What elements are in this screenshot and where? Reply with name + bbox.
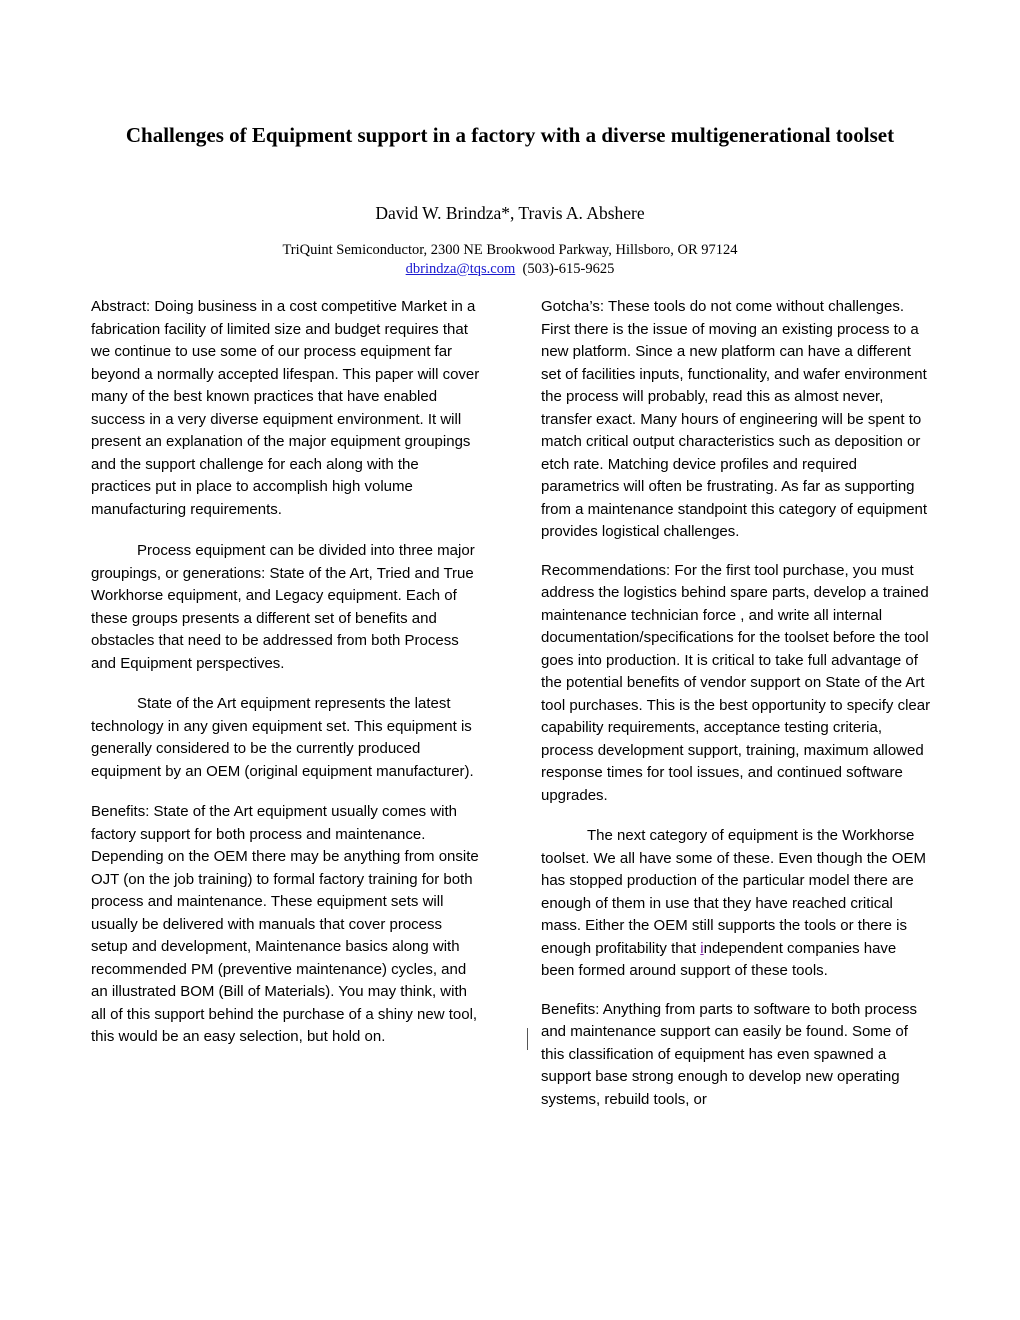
- abstract-paragraph: Abstract: Doing business in a cost competitive Market in a fabrication facility of limited size and budget requires that we continue to use some of our process equipment far beyond a normally accepted lifespan. This paper will cover many of the best known practices that have enabled success in a very diverse equipment environment. It will present an explanation of the major equipment groupings and the support challenge for each along with the practices put in place to accomplish high volume manufacturing requirements.: [91, 298, 480, 518]
- left-column: [91, 296, 481, 1049]
- author-contact: [100, 260, 920, 279]
- workhorse-text-start: The next category of equipment is the Workhorse toolset. We all have some of these. Even though the OEM has stopped production of the particular model there are enough of them in use that they have reached critical mass. Either the OEM still supports the tools or there is enough profitability that: [541, 827, 926, 957]
- email-link[interactable]: dbrindza@tqs.com: [405, 261, 516, 277]
- groupings-paragraph: Process equipment can be divided into three major groupings, or generations: State of the Art, Tried and True Workhorse equipment, and Legacy equipment. Each of these groups presents a different set of benefits and obstacles that need to be addressed from both Process and Equipment perspectives.: [91, 542, 475, 672]
- workhorse-paragraph: [541, 825, 933, 983]
- state-of-art-paragraph: State of the Art equipment represents the latest technology in any given equipment set. This equipment is generally considered to be the currently produced equipment by an OEM (original equipment manufacturer).: [91, 695, 474, 780]
- benefits-paragraph: Benefits: State of the Art equipment usually comes with factory support for both process and maintenance. Depending on the OEM there may be anything from onsite OJT (on the job training) to formal factory training for both process and maintenance. These equipment sets will usually be delivered with manuals that cover process setup and development, Maintenance basics along with recommended PM (preventive maintenance) cycles, and an illustrated BOM (Bill of Materials). You may think, with all of this support behind the purchase of a shiny new tool, this would be an easy selection, but hold on.: [91, 803, 479, 1045]
- right-column: [541, 296, 933, 1111]
- phone-number: (503)-615-9625: [522, 261, 615, 277]
- paper-authors: David W. Brindza*, Travis A. Abshere: [375, 203, 645, 223]
- recommendations-paragraph: Recommendations: For the first tool purchase, you must address the logistics behind spare parts, develop a trained maintenance technician force , and write all internal documentation/specifications for the toolset before the tool goes into production. It is critical to take full advantage of the potential benefits of vendor support on State of the Art tool purchases. This is the best opportunity to specify clear capability requirements, acceptance testing criteria, process development support, training, maximum allowed response times for tool issues, and continued software upgrades.: [541, 561, 931, 804]
- revision-mark: i: [700, 939, 704, 957]
- paper-title: Challenges of Equipment support in a factory with a diverse multigenerational toolset: [125, 123, 895, 147]
- gotchas-paragraph: Gotcha’s: These tools do not come without challenges. First there is the issue of moving an existing process to a new platform. Since a new platform can have a different set of facilities inputs, functionality, and wafer environment the process will probably, read this as almost never, transfer exact. Many hours of engineering will be spent to match critical output characteristics such as deposition or etch rate. Matching device profiles and required parametrics will often be frustrating. As far as supporting from a maintenance standpoint this category of equipment provides logistical challenges.: [541, 298, 928, 540]
- revision-bar: [527, 1028, 528, 1050]
- author-affiliation: TriQuint Semiconductor, 2300 NE Brookwood Parkway, Hillsboro, OR 97124: [282, 242, 738, 258]
- workhorse-benefits-paragraph: Benefits: Anything from parts to software to both process and maintenance support can easily be found. Some of this classification of equipment has even spawned a support base strong enough to develop new operating systems, rebuild tools, or: [541, 1000, 918, 1108]
- workhorse-text-end: ndependent companies have been formed around support of these tools.: [541, 939, 897, 979]
